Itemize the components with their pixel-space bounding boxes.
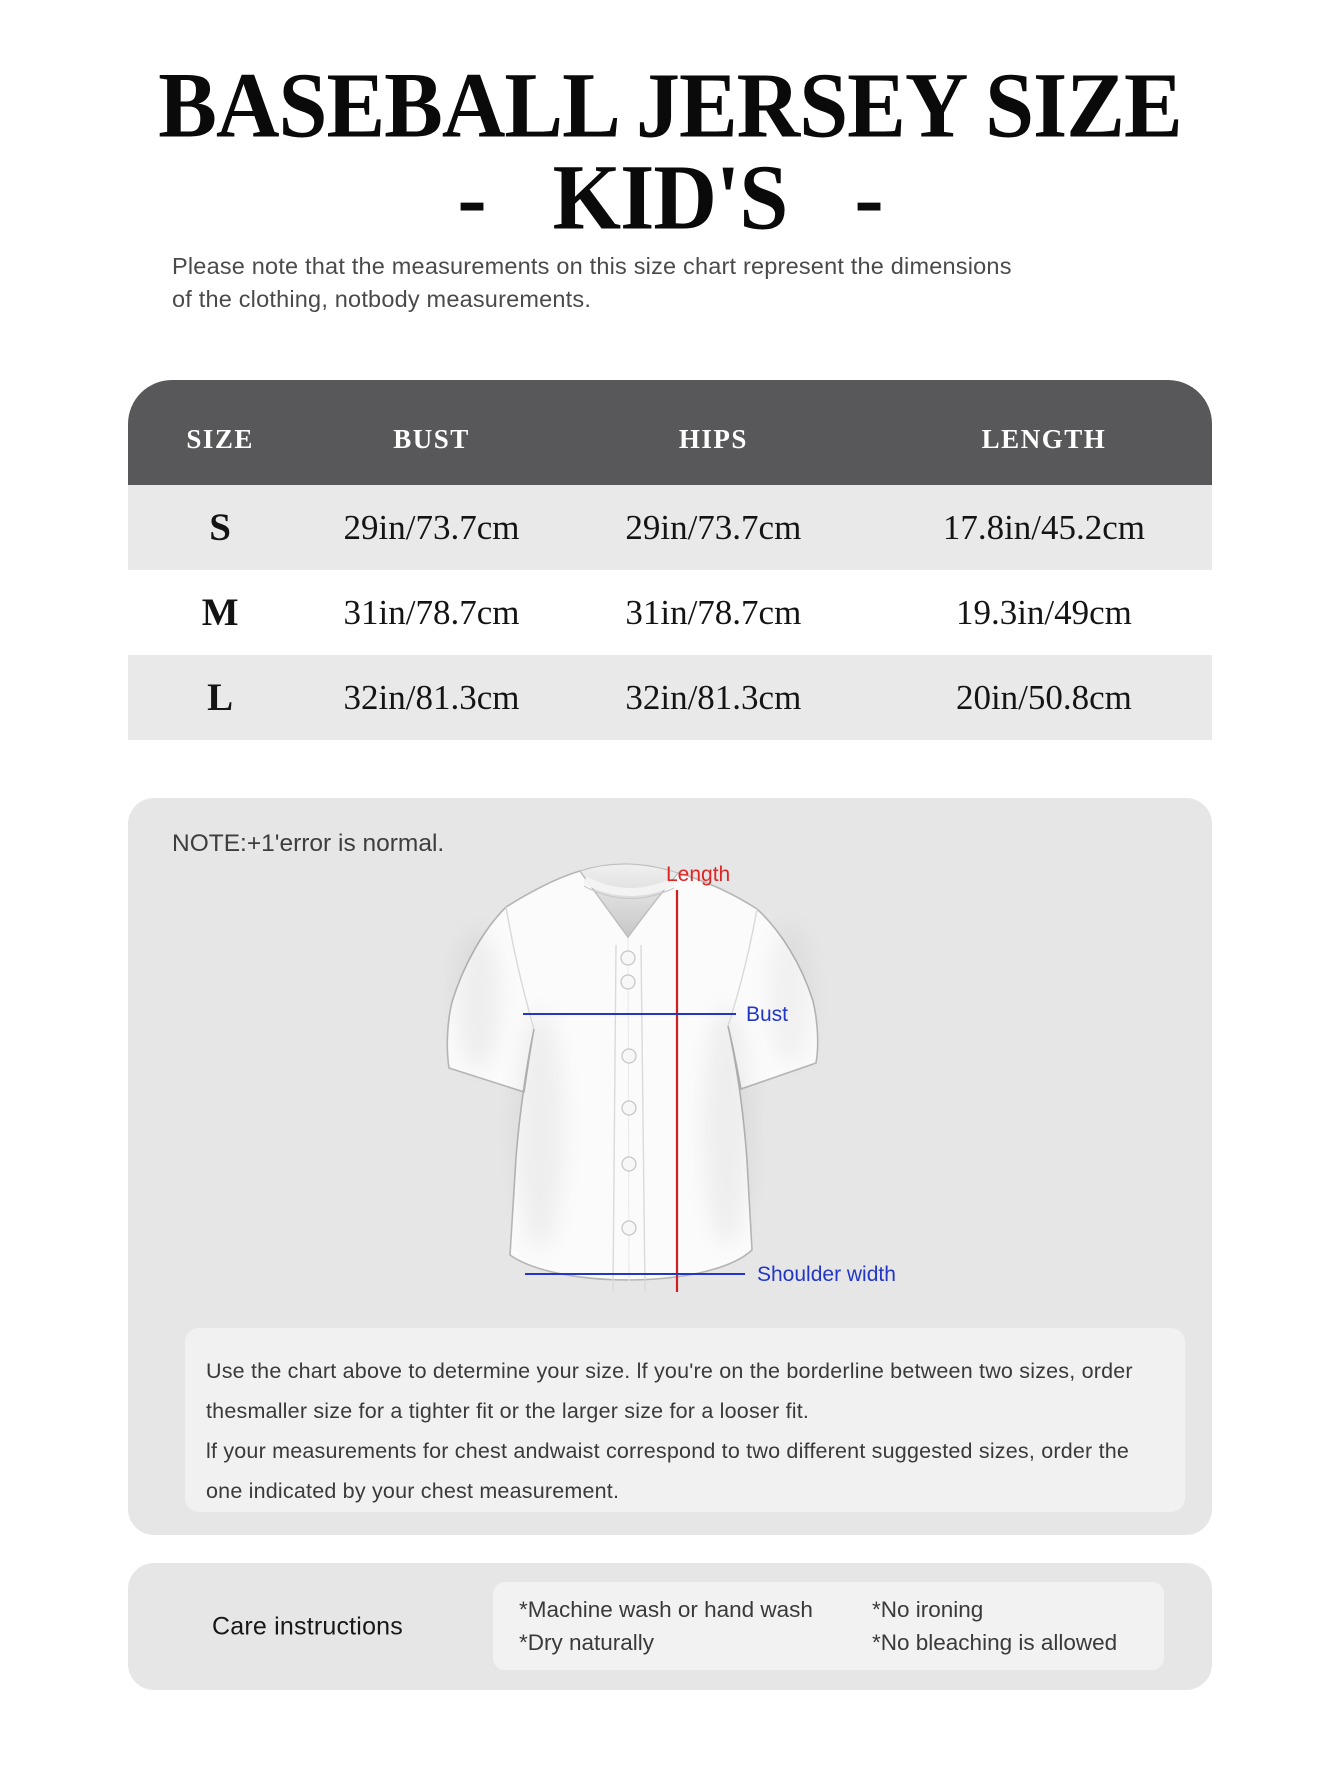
shading-sleeve-left (456, 930, 500, 1070)
column-header-length: LENGTH (981, 424, 1107, 454)
jersey-body (447, 871, 817, 1280)
care-item: *No ironing (872, 1597, 984, 1622)
size-value: S (209, 506, 231, 549)
fit-guide-line: Use the chart above to determine your size. lf you're on the borderline between two sizes, order (206, 1359, 1133, 1383)
care-instructions-panel (128, 1563, 1212, 1690)
column-header-bust: BUST (393, 424, 470, 454)
care-item: *Machine wash or hand wash (519, 1597, 813, 1622)
size-value: M (201, 591, 239, 634)
care-item: *No bleaching is allowed (872, 1630, 1118, 1655)
hips-value: 32in/81.3cm (625, 677, 802, 717)
bust-value: 29in/73.7cm (343, 507, 520, 547)
column-header-size: SIZE (186, 424, 254, 454)
table-row (128, 655, 1212, 740)
care-column-2 (872, 1593, 1117, 1659)
page-title: BASEBALL JERSEY SIZE (158, 54, 1182, 158)
page-header (0, 54, 1340, 250)
fit-guide-line: lf your measurements for chest andwaist correspond to two different suggested sizes, order the (206, 1439, 1130, 1463)
care-column-1 (519, 1593, 872, 1659)
bust-label: Bust (746, 1003, 789, 1026)
intro-note (172, 250, 1092, 316)
care-item: *Dry naturally (519, 1630, 655, 1655)
hips-value: 31in/78.7cm (625, 592, 802, 632)
size-value: L (207, 676, 234, 719)
fit-guide-box (185, 1328, 1185, 1512)
size-table (128, 380, 1212, 740)
hips-value: 29in/73.7cm (625, 507, 802, 547)
tolerance-note: NOTE:+1'error is normal. (172, 830, 445, 857)
page-subtitle: - KID'S - (457, 146, 883, 250)
care-instructions-label: Care instructions (212, 1612, 403, 1640)
measurement-panel (128, 798, 1212, 1535)
length-label: Length (666, 863, 731, 886)
jersey-diagram (380, 850, 920, 1310)
fit-guide-line: thesmaller size for a tighter fit or the larger size for a looser fit. (206, 1399, 810, 1423)
length-value: 20in/50.8cm (955, 677, 1132, 717)
column-header-hips: HIPS (678, 424, 748, 454)
table-row (128, 485, 1212, 570)
length-value: 19.3in/49cm (955, 592, 1132, 632)
intro-note-line2: of the clothing, notbody measurements. (172, 286, 592, 312)
table-row (128, 570, 1212, 655)
bust-value: 31in/78.7cm (343, 592, 520, 632)
shading-right (703, 1005, 751, 1245)
care-instructions-box (493, 1582, 1164, 1670)
size-table-header (128, 380, 1212, 485)
length-value: 17.8in/45.2cm (942, 507, 1146, 547)
shading-left (516, 1010, 564, 1250)
bust-value: 32in/81.3cm (343, 677, 520, 717)
shoulder-width-label: Shoulder width (757, 1263, 896, 1286)
intro-note-line1: Please note that the measurements on this size chart represent the dimensions (172, 253, 1012, 279)
shading-sleeve-right (768, 925, 812, 1065)
fit-guide-line: one indicated by your chest measurement. (206, 1479, 620, 1503)
